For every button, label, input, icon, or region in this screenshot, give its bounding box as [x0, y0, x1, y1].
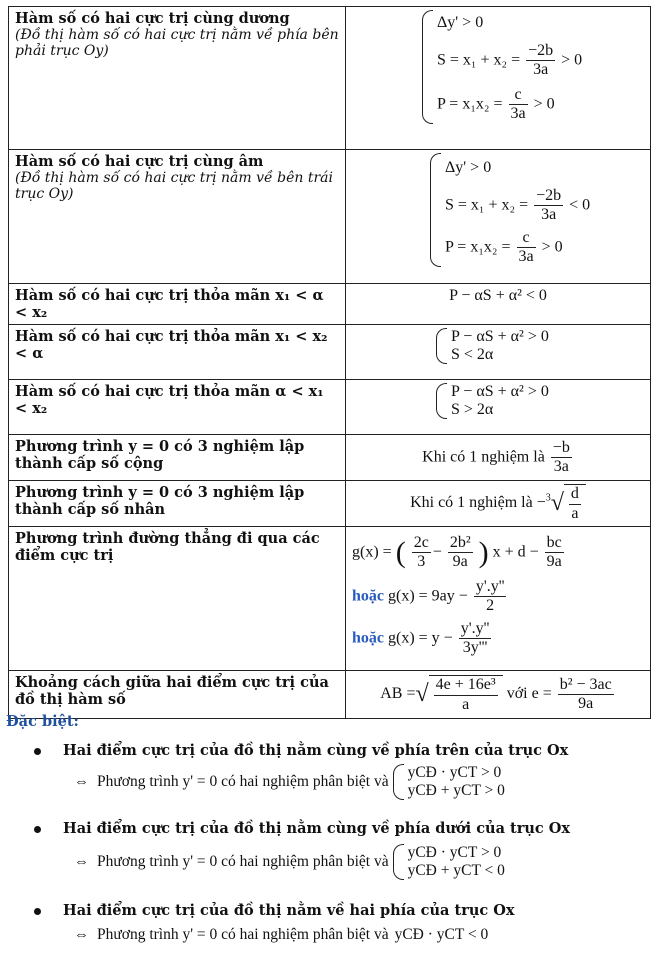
line-equation-2: hoặc g(x) = 9ay − $\frac{y'.y''}{2}$ — [352, 577, 505, 615]
row-note: (Đồ thị hàm số có hai cực trị nằm về bên trái trục Oy) — [15, 170, 333, 202]
row-title: Phương trình đường thẳng đi qua các điểm cực trị — [9, 527, 346, 671]
row-condition: AB =√ $\frac{\text{4e + 16e³}}{a}$ với e = $\frac{\text{b² − 3ac}}{9a}$ — [346, 671, 651, 719]
condition-text: Khi có 1 nghiệm là — [422, 448, 545, 466]
row-condition — [346, 527, 651, 671]
bullet-icon — [34, 748, 41, 755]
condition-line: P = x₁x₂ = $\frac{c}{3a}$ > 0 — [445, 228, 563, 266]
condition-line: P = x₁x₂ = $\frac{c}{3a}$ > 0 — [437, 85, 555, 123]
bullet-item: Hai điểm cực trị của đồ thị nằm cùng về phía dưới của trục Ox — [34, 820, 570, 837]
row-title: Hàm số có hai cực trị thỏa mãn x₁ < x₂ < α — [9, 325, 346, 380]
table-row — [9, 527, 651, 671]
double-arrow-icon: ⇔ — [74, 926, 89, 943]
condition-system — [436, 383, 549, 419]
double-arrow-icon: ⇔ — [74, 853, 89, 870]
row-condition — [346, 7, 651, 150]
condition-line: P − αS + α² > 0 — [451, 383, 549, 400]
condition-system — [436, 328, 549, 364]
condition-system — [430, 153, 590, 267]
extrema-conditions-table — [8, 6, 651, 719]
condition-line: S = x₁ + x₂ = $\frac{-2b}{3a}$ > 0 — [437, 42, 583, 79]
condition-system — [422, 10, 582, 124]
row-title: Hàm số có hai cực trị thỏa mãn α < x₁ < x₂ — [9, 380, 346, 435]
row-note: (Đồ thị hàm số có hai cực trị nằm về phía bên phải trục Oy) — [15, 27, 339, 59]
table-row — [9, 7, 651, 150]
bullet-icon — [34, 826, 41, 833]
bullet-condition: ⇔ Phương trình y' = 0 có hai nghiệm phân biệt và yCĐ · yCT < 0 — [74, 926, 489, 943]
special-heading: Đặc biệt: — [6, 713, 79, 730]
table-row — [9, 435, 651, 481]
row-description — [9, 7, 346, 150]
cube-root: $\frac{d}{a}$ — [564, 484, 586, 523]
table-row — [9, 380, 651, 435]
brace — [430, 153, 441, 267]
condition-line: S = x₁ + x₂ = $\frac{-2b}{3a}$ < 0 — [445, 187, 591, 224]
line-equation-3: hoặc g(x) = y − $\frac{y'.y''}{3y'''}$ — [352, 619, 490, 656]
condition-line: Δy' > 0 — [437, 14, 484, 31]
table-row — [9, 150, 651, 284]
bullet-condition: ⇔ Phương trình y' = 0 có hai nghiệm phân biệt và yCĐ · yCT > 0 yCĐ + yCT > 0 — [74, 764, 505, 799]
table-row — [9, 284, 651, 325]
brace — [436, 328, 447, 364]
brace — [422, 10, 433, 124]
row-title: Hàm số có hai cực trị cùng âm — [15, 153, 264, 170]
row-title: Hàm số có hai cực trị thỏa mãn x₁ < α < x₂ — [9, 284, 346, 325]
row-title: Phương trình y = 0 có 3 nghiệm lập thành cấp số cộng — [9, 435, 346, 481]
row-condition — [346, 435, 651, 481]
table-row — [9, 325, 651, 380]
row-condition: Khi có 1 nghiệm là −$^3$√ $\frac{d}{a}$ — [346, 481, 651, 527]
fraction: $\frac{-b}{3a}$ — [552, 438, 570, 475]
table-row — [9, 671, 651, 719]
row-title: Phương trình y = 0 có 3 nghiệm lập thành cấp số nhân — [9, 481, 346, 527]
bullet-condition: ⇔ Phương trình y' = 0 có hai nghiệm phân biệt và yCĐ · yCT > 0 yCĐ + yCT < 0 — [74, 844, 505, 879]
brace — [436, 383, 447, 419]
bullet-item: Hai điểm cực trị của đồ thị nằm về hai phía của trục Ox — [34, 902, 515, 919]
bullet-icon — [34, 908, 41, 915]
line-equation-1: g(x) = ( $\frac{2c}{3}$ − $\frac{\text{2b²}}{9a}$ ) x + d − $\frac{bc}{9a}$ — [352, 534, 562, 571]
row-condition — [346, 325, 651, 380]
row-condition — [346, 150, 651, 284]
row-condition: P − αS + α² < 0 — [346, 284, 651, 325]
row-title: Khoảng cách giữa hai điểm cực trị của đồ thị hàm số — [9, 671, 346, 719]
table-row — [9, 481, 651, 527]
condition-line: P − αS + α² > 0 — [451, 328, 549, 345]
condition-line: Δy' > 0 — [445, 159, 492, 176]
double-arrow-icon: ⇔ — [74, 773, 89, 790]
bullet-item: Hai điểm cực trị của đồ thị nằm cùng về phía trên của trục Ox — [34, 742, 568, 759]
condition-text: Khi có 1 nghiệm là — [410, 494, 533, 512]
condition-line: S > 2α — [451, 401, 494, 418]
row-condition — [346, 380, 651, 435]
square-root: $\frac{\text{4e + 16e³}}{a}$ — [429, 675, 503, 714]
row-title: Hàm số có hai cực trị cùng dương — [15, 10, 290, 27]
condition-line: S < 2α — [451, 346, 494, 363]
row-description — [9, 150, 346, 284]
